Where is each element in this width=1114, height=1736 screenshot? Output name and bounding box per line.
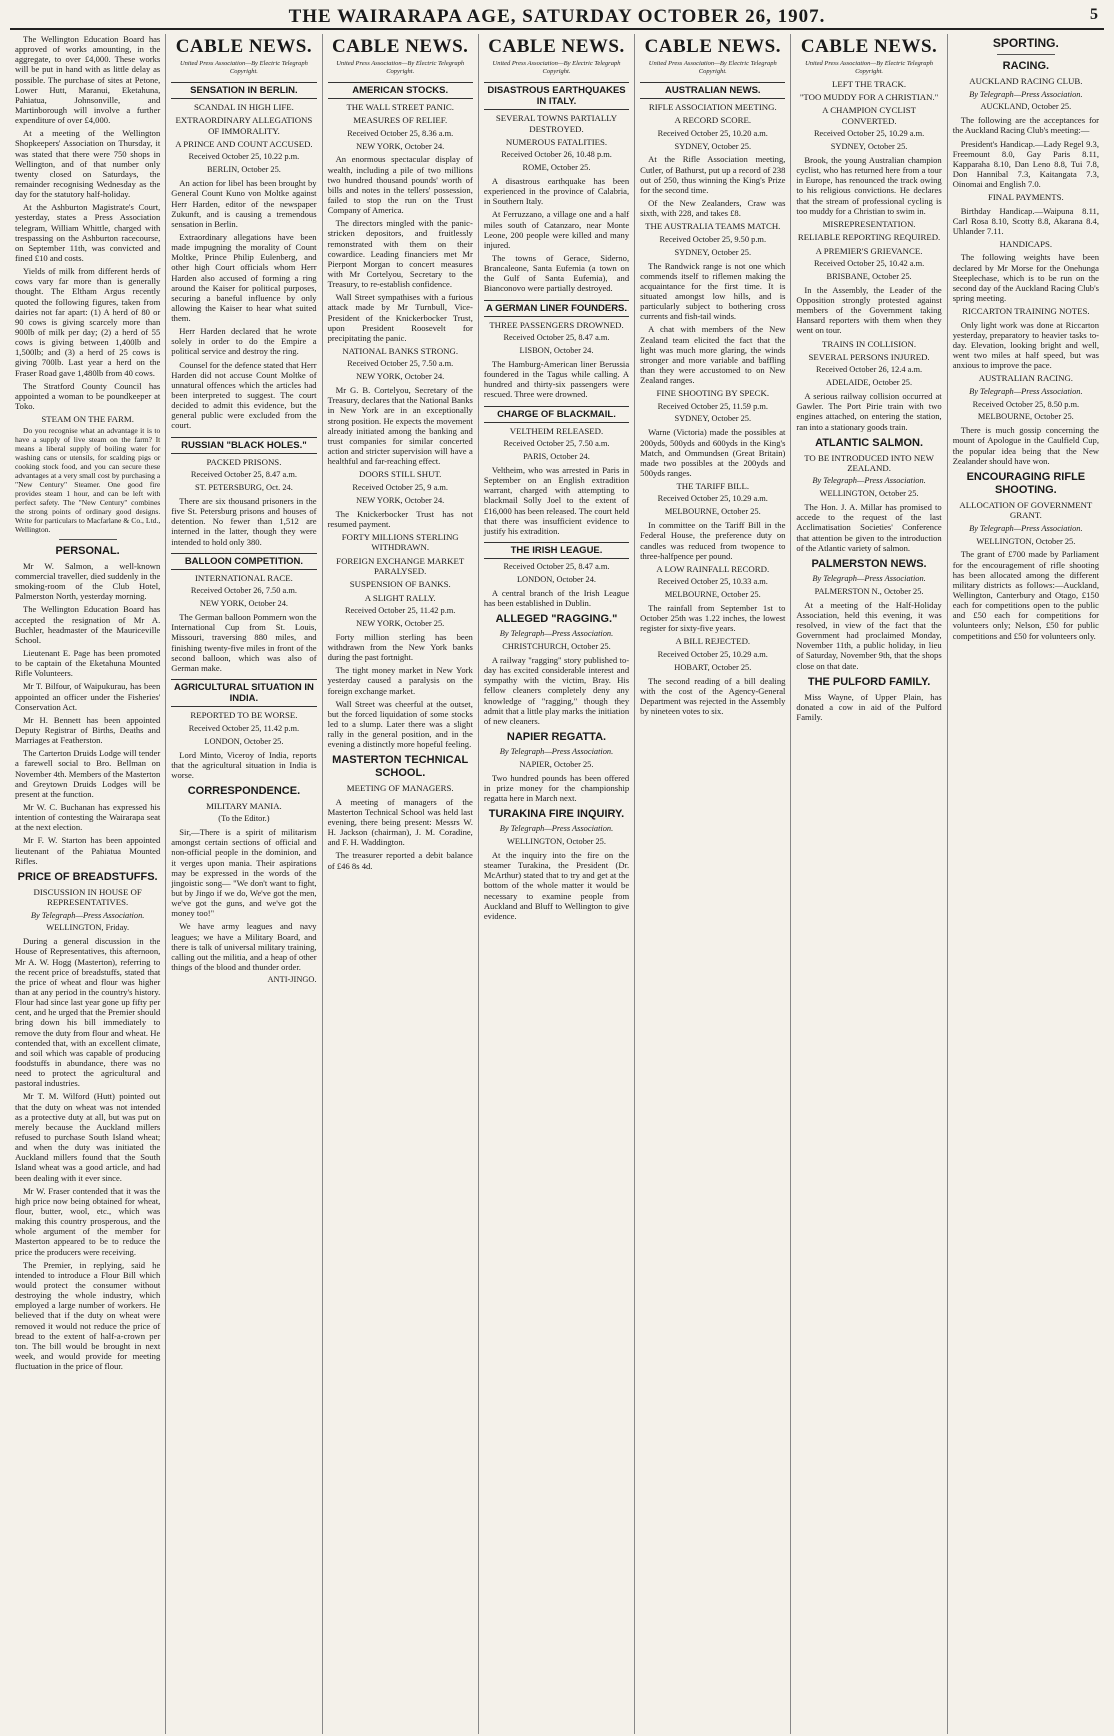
byline: By Telegraph—Press Association. <box>812 476 926 486</box>
paragraph: The towns of Gerace, Siderno, Brancaleone, Santa Eufemia (a town on the Gulf of Santa Eufemia), and Bianconovo were partially destroyed. <box>483 253 630 294</box>
dateline: BRISBANE, October 25. <box>826 271 912 281</box>
dateline: MELBOURNE, October 25. <box>664 590 761 600</box>
column-1 <box>10 34 166 1734</box>
dateline: WELLINGTON, October 25. <box>819 489 919 499</box>
received-line: Received October 25, 9 a.m. <box>352 482 448 492</box>
paragraph: An enormous spectacular display of wealth, including a pile of two millions two hundred thousand pounds' worth of bills and notes in the tellers' possession, failed to stop the run on the Trust Company of America. <box>327 154 473 216</box>
paragraph: Counsel for the defence stated that Herr Harden did not accuse Count Moltke of unnatural offences which the articles had been interpreted to suggest. The court decided to admit this evidence, but the general public were excluded from the court. <box>171 359 317 431</box>
dateline: NEW YORK, October 25. <box>356 618 445 628</box>
columns <box>10 34 1104 1734</box>
paragraph: In the Assembly, the Leader of the Opposition strongly protested against members of the Government taking Hansard reporters with them when they went on tour. <box>796 284 942 336</box>
paragraph: At a meeting of the Half-Holiday Association, held this evening, it was resolved, in view of the fact that the Government had proclaimed Monday, November 11th, a public holiday, in lieu of Saturday, November 9th, that the shops close on that date. <box>796 599 942 671</box>
paragraph: An action for libel has been brought by General Count Kuno von Moltke against Herr Harden, editor of the newspaper Zukunft, and is causing a tremendous sensation in Berlin. <box>171 178 317 229</box>
paragraph: Veltheim, who was arrested in Paris in September on an English extradition warrant, charged with attempting to blackmail Solly Joel to the extent of £16,000 has been released. The court held that there was insufficient evidence to justify his extradition. <box>483 464 630 536</box>
dateline: LONDON, October 25. <box>204 736 284 746</box>
subheading: A RECORD SCORE. <box>674 115 752 126</box>
subheading: NUMEROUS FATALITIES. <box>505 136 608 147</box>
subheading: HANDICAPS. <box>999 239 1053 250</box>
cable-news-banner: CABLE NEWS. <box>175 36 313 57</box>
dateline: WELLINGTON, October 25. <box>976 536 1076 546</box>
subheading: MILITARY MANIA. <box>206 800 282 811</box>
paragraph: At Ferruzzano, a village one and a half miles south of Catanzaro, near Monte Leone, 200 people were killed and many injured. <box>483 209 630 250</box>
section-heading-napier: NAPIER REGATTA. <box>506 731 607 743</box>
dateline: NEW YORK, October 24. <box>356 495 445 505</box>
subheading: MEASURES OF RELIEF. <box>353 115 448 126</box>
paragraph: The treasurer reported a debit balance of £46 8s 4d. <box>327 850 473 871</box>
paragraph: The Carterton Druids Lodge will tender a farewell social to Bro. Bellman on November 4th. Members of the Masterton and Greytown Druids Lodges will be present at the function. <box>15 748 161 799</box>
subheading: A LOW RAINFALL RECORD. <box>656 563 770 574</box>
paragraph: The following are the acceptances for the Auckland Racing Club's meeting:— <box>952 115 1099 136</box>
paragraph: Lord Minto, Viceroy of India, reports that the agricultural situation in India is worse. <box>171 749 317 780</box>
subheading: FINE SHOOTING BY SPECK. <box>656 388 770 399</box>
dateline: LONDON, October 24. <box>516 575 597 585</box>
cable-news-banner: CABLE NEWS. <box>644 36 781 57</box>
subheading: THE AUSTRALIA TEAMS MATCH. <box>645 221 781 232</box>
subheading: ALLOCATION OF GOVERNMENT GRANT. <box>959 499 1093 521</box>
received-line: Received October 25, 8.47 a.m. <box>503 333 610 343</box>
received-line: Received October 25, 11.59 p.m. <box>657 401 768 411</box>
article-heading: BALLOON COMPETITION. <box>171 553 316 570</box>
dateline: SYDNEY, October 25. <box>830 142 908 152</box>
column-7 <box>948 34 1104 1734</box>
paragraph: The Randwick range is not one which commends itself to riflemen making the acquaintance for the first time. It is situated amongst low hills, and is particularly subject to bothering cross currents and fish-tail winds. <box>640 260 786 322</box>
article-heading: THE IRISH LEAGUE. <box>484 542 629 559</box>
paragraph: Of the New Zealanders, Craw was sixth, with 228, and takes £8. <box>640 198 786 219</box>
received-line: Received October 25, 10.29 a.m. <box>657 649 768 659</box>
section-heading-correspondence: CORRESPONDENCE. <box>187 784 301 797</box>
paragraph: At the inquiry into the fire on the steamer Turakina, the President (Dr. McArthur) stated that to try and get at the bottom of the whole matter it would be necessary to examine people from Auckland and Bluff to Wellington to give evidence. <box>483 849 630 921</box>
article-heading: SENSATION IN BERLIN. <box>171 82 316 99</box>
dateline: MELBOURNE, October 25. <box>977 412 1074 422</box>
paragraph: We have army leagues and navy leagues; we have a Military Board, and there is talk of universal military training, calling out the militia, and a heap of other things of the blood and thunder order. <box>171 921 317 973</box>
paragraph: The German balloon Pommern won the International Cup from St. Louis, Missouri, traversing 880 miles, and finishing twenty-five miles in front of the second balloon, which was also of German make. <box>171 612 317 673</box>
paragraph: A chat with members of the New Zealand team elicited the fact that the light was much more glaring, the winds stronger and more variable and baffling than they were accustomed to on New Zealand ranges. <box>640 324 786 386</box>
dateline: HOBART, October 25. <box>674 662 752 672</box>
subheading: DISCUSSION IN HOUSE OF REPRESENTATIVES. <box>33 886 142 908</box>
paragraph: The Stratford County Council has appointed a woman to be poundkeeper at Toko. <box>15 380 161 411</box>
dateline: LISBON, October 24. <box>519 346 594 356</box>
byline: By Telegraph—Press Association. <box>499 746 614 756</box>
column-5 <box>635 34 791 1734</box>
paragraph: There is much gossip concerning the mount of Apologue in the Caulfield Cup, the popular idea being that the New Zealander should have won. <box>952 425 1099 466</box>
section-heading-breadstuffs: PRICE OF BREADSTUFFS. <box>17 870 158 883</box>
paragraph: There are six thousand prisoners in the five St. Petersburg prisons and houses of detention. No fewer than 1,512 are interned in the latter, though they were intended to hold only 380. <box>171 496 317 547</box>
dateline: PALMERSTON N., October 25. <box>814 586 924 596</box>
masthead-title: THE WAIRARAPA AGE, SATURDAY OCTOBER 26, 1907. <box>288 6 826 27</box>
dateline: ADELAIDE, October 25. <box>826 378 913 388</box>
paragraph: Lieutenant E. Page has been promoted to be captain of the Eketahuna Mounted Rifle Volunteers. <box>15 647 161 679</box>
subheading: REPORTED TO BE WORSE. <box>190 710 298 721</box>
received-line: Received October 25, 8.50 p.m. <box>972 399 1080 409</box>
subheading: A PRINCE AND COUNT ACCUSED. <box>175 139 313 150</box>
subheading: MISREPRESENTATION. <box>822 218 916 229</box>
dateline: ST. PETERSBURG, Oct. 24. <box>195 483 293 493</box>
paragraph: Yields of milk from different herds of cows vary far more than is generally thought. The Eltham Argus recently quoted the following figures, taken from dairies not far apart: (1) A herd of 80 or 90 cows is giving scarcely more than 900lb of milk per day; (2) a herd of 55 cows is giving between 1,400lb and 1,500lb; and (3) a herd of 25 cows is giving 700lb. Last year a herd on the Fraser Road gave 1,480lb from 40 cows. <box>15 266 161 378</box>
received-line: Received October 25, 10.29 a.m. <box>657 494 768 504</box>
received-line: Received October 25, 11.42 p.m. <box>345 606 456 616</box>
to-editor-line: (To the Editor.) <box>218 814 270 824</box>
byline: By Telegraph—Press Association. <box>969 386 1083 396</box>
dateline: NEW YORK, October 24. <box>356 141 445 151</box>
byline: By Telegraph—Press Association. <box>30 910 145 920</box>
subheading: AUSTRALIAN RACING. <box>978 373 1074 384</box>
subheading: A SLIGHT RALLY. <box>364 592 436 603</box>
dateline: MELBOURNE, October 25. <box>664 507 761 517</box>
paragraph: Wall Street was cheerful at the outset, but the forced liquidation of some stocks led to a slump. Later there was a slight rally in the general position, and in the evening a distinctly more hopeful feeling. <box>327 698 473 750</box>
paragraph: Warne (Victoria) made the possibles at 200yds, 500yds and 600yds in the King's Match, and Ommundsen (Great Britain) made two possibles at the 200yds and 500yds ranges. <box>640 427 786 478</box>
paragraph: The tight money market in New York yesterday caused a paralysis on the foreign exchange market. <box>327 665 473 696</box>
paragraph: Mr T. Bilfour, of Waipukurau, has been appointed an officer under the Fisheries' Conservation Act. <box>15 681 161 712</box>
subheading: FOREIGN EXCHANGE MARKET PARALYSED. <box>336 555 465 576</box>
paragraph: Extraordinary allegations have been made impugning the morality of Count Moltke, Prince Philip Eulenberg, and other high Court officials whom Herr Harden also accused of forming a ring around the Kaiser for political purposes, securing a baneful influence by only allowing the Kaiser to hear what suited them. <box>171 231 317 324</box>
section-heading-turakina: TURAKINA FIRE INQUIRY. <box>488 808 625 821</box>
received-line: Received October 25, 10.29 a.m. <box>813 129 925 139</box>
dateline: SYDNEY, October 25. <box>674 141 752 151</box>
subheading: VELTHEIM RELEASED. <box>509 425 604 436</box>
received-line: Received October 25, 8.36 a.m. <box>347 128 454 138</box>
dateline: BERLIN, October 25. <box>206 165 281 175</box>
paragraph: A railway "ragging" story published to-day has excited considerable interest and sympathy with the victim, Bray. His fellow cleaners completely deny any knowledge of "ragging," though they admit that a little play marks the initiation of new cleaners. <box>483 655 630 726</box>
paragraph: A serious railway collision occurred at Gawler. The Port Pirie train with two engines attached, on entering the station, ran into a stationary goods train. <box>796 391 942 432</box>
paragraph: Birthday Handicap.—Waipuna 8.11, Carl Rosa 8.10, Scotty 8.8, Akarana 8.4, Uhlander 7.11. <box>952 205 1099 236</box>
paragraph: The Knickerbocker Trust has not resumed payment. <box>327 508 473 529</box>
subheading: "TOO MUDDY FOR A CHRISTIAN." <box>799 92 939 103</box>
subheading: LEFT THE TRACK. <box>832 78 907 89</box>
dateline: SYDNEY, October 25. <box>674 414 752 424</box>
section-heading-salmon: ATLANTIC SALMON. <box>815 436 924 449</box>
paragraph: The following weights have been declared by Mr Morse for the Onehunga Steeplechase, which is to be run on the second day of the Auckland Racing Club's spring meeting. <box>952 252 1099 304</box>
article-heading: RUSSIAN "BLACK HOLES." <box>171 437 316 454</box>
subheading: RELIABLE REPORTING REQUIRED. <box>797 232 941 243</box>
subheading: A PREMIER'S GRIEVANCE. <box>815 245 923 256</box>
subheading: RICCARTON TRAINING NOTES. <box>962 306 1090 317</box>
subheading: SCANDAL IN HIGH LIFE. <box>193 101 294 112</box>
paragraph: Miss Wayne, of Upper Plain, has donated a cow in aid of the Pulford Family. <box>796 691 942 722</box>
article-heading: CHARGE OF BLACKMAIL. <box>484 406 629 423</box>
dateline: NEW YORK, October 24. <box>356 372 445 382</box>
paragraph: A disastrous earthquake has been experienced in the province of Calabria, in Southern Italy. <box>483 176 630 207</box>
paragraph: Sir,—There is a spirit of militarism amongst certain sections of official and non-official people in the dominion, and it verges upon mania. Their aspirations may be expressed in the words of the jingoistic song— "We don't want to fight, but by Jingo if we do, We've got the men, we've got the guns, and we've got the money too!" <box>171 827 317 919</box>
paragraph: The Wellington Education Board has accepted the resignation of Mr A. Buchler, headmaster of the Mauriceville School. <box>15 604 161 645</box>
paragraph: The Premier, in replying, said he intended to introduce a Flour Bill which would protect the consumer without destroying the whole industry, which employed a large number of workers. He believed that if the duty on wheat were removed it would not reduce the price of bread to the extent of half-a-crown per ton. The bill would be brought in next week, and would provide for meeting fluctuation in the price of flour. <box>15 1259 161 1372</box>
received-line: Received October 25, 8.47 a.m. <box>190 470 297 480</box>
letter-signature: ANTI-JINGO. <box>267 975 317 985</box>
byline: By Telegraph—Press Association. <box>499 629 614 639</box>
paragraph: During a general discussion in the House of Representatives, this afternoon, Mr A. W. Hogg (Masterton), referring to the recent price of breadstuffs, stated that the price of wheat and flour was higher than at any period in the country's history. Flour had since last year gone up fifty per cent, and he urged that the Premier should bring down his bill immediately to remove the duty from flour and wheat. He contended that, with an excellent climate, and soil which was capable of producing foodstuffs in abundance, there was no need to protect the agricultural and pastoral industries. <box>15 936 161 1089</box>
dateline: WELLINGTON, October 25. <box>507 837 606 847</box>
dateline: PARIS, October 24. <box>523 452 590 462</box>
received-line: Received October 25, 10.22 p.m. <box>188 152 300 162</box>
subheading: FINAL PAYMENTS. <box>987 192 1064 203</box>
subheading: SUSPENSION OF BANKS. <box>349 579 451 590</box>
article-heading: DISASTROUS EARTHQUAKES IN ITALY. <box>484 82 629 110</box>
advert-heading: STEAM ON THE FARM. <box>41 414 134 425</box>
paragraph: The rainfall from September 1st to October 25th was 1.22 inches, the lowest register for sixty-five years. <box>640 603 786 634</box>
dateline: CHRISTCHURCH, October 25. <box>502 642 611 652</box>
received-line: Received October 25, 8.47 a.m. <box>503 562 610 572</box>
paragraph: Forty million sterling has been withdrawn from the New York banks during the past fortnight. <box>327 631 473 663</box>
subheading: THREE PASSENGERS DROWNED. <box>489 319 624 330</box>
paragraph: At a meeting of the Wellington Shopkeepers' Association on Thursday, it was stated that there were 750 shops in Wellington, and of that number only twenty closed on Saturdays, the remainder recognising Wednesday as the day for the statutory half-holiday. <box>15 128 161 200</box>
subheading: MEETING OF MANAGERS. <box>346 783 454 794</box>
paragraph: Wall Street sympathises with a furious attack made by Mr Turnbull, Vice-President of the Knickerbocker Trust, upon President Roosevelt for precipitating the panic. <box>327 292 473 343</box>
received-line: Received October 26, 7.50 a.m. <box>190 586 297 596</box>
paragraph: Mr H. Bennett has been appointed Deputy Registrar of Births, Deaths and Marriages at Featherston. <box>15 714 161 746</box>
section-heading-pulford: THE PULFORD FAMILY. <box>807 675 931 688</box>
received-line: Received October 25, 10.20 a.m. <box>657 128 768 138</box>
page-number: 5 <box>1090 6 1098 23</box>
cable-news-banner: CABLE NEWS. <box>331 36 469 57</box>
paragraph: In committee on the Tariff Bill in the Federal House, the preference duty on candles was reduced from twopence to three-halfpence per pound. <box>640 520 786 561</box>
section-heading-personal: PERSONAL. <box>55 544 120 557</box>
dateline: SYDNEY, October 25. <box>674 247 752 257</box>
cable-news-banner: CABLE NEWS. <box>800 36 938 57</box>
column-4 <box>479 34 635 1734</box>
byline: By Telegraph—Press Association. <box>812 573 926 583</box>
article-heading: AMERICAN STOCKS. <box>328 82 473 99</box>
credit-line: United Press Association—By Electric Telegraph Copyright. <box>648 60 777 76</box>
received-line: Received October 25, 10.42 a.m. <box>813 259 925 268</box>
paragraph: The Hamburg-American liner Berussia foundered in the Tagus while calling. A hundred and thirty-six passengers were rescued. Three were drowned. <box>483 359 630 400</box>
received-line: Received October 25, 7.50 a.m. <box>347 359 454 369</box>
paragraph: Mr W. Salmon, a well-known commercial traveller, died suddenly in the smoking-room of the Club Hotel, Palmerston North, yesterday morning. <box>15 560 161 602</box>
sporting-heading: SPORTING. <box>992 36 1059 50</box>
byline: By Telegraph—Press Association. <box>969 523 1083 533</box>
paragraph: Herr Harden declared that he wrote solely in order to do the Empire a political service and destroy the ring. <box>171 326 317 357</box>
article-heading: A GERMAN LINER FOUNDERS. <box>484 300 629 317</box>
masthead <box>10 6 1104 30</box>
divider <box>997 54 1056 55</box>
paragraph: Two hundred pounds has been offered in prize money for the championship regatta here in March next. <box>483 772 630 804</box>
subheading: RIFLE ASSOCIATION MEETING. <box>648 101 777 112</box>
paragraph: The Hon. J. A. Millar has promised to accede to the request of the last Acclimatisation Societies' Conference that attention be given to the introduction of the Atlantic variety of salmon. <box>796 502 942 553</box>
paragraph: At the Rifle Association meeting, Cutler, of Bathurst, put up a record of 238 out of 250, thus winning the King's Prize for the second time. <box>640 154 786 195</box>
subheading: THE WALL STREET PANIC. <box>346 101 454 112</box>
paragraph: The second reading of a bill dealing with the cost of the Agency-General Department was rejected in the Assembly by nineteen votes to six. <box>640 675 786 717</box>
subheading: A CHAMPION CYCLIST CONVERTED. <box>822 105 916 126</box>
divider <box>59 539 117 540</box>
subheading: INTERNATIONAL RACE. <box>194 572 293 583</box>
paragraph: President's Handicap.—Lady Regel 9.3, Freemount 8.0, Gay Paris 8.11, Kapparaha 8.10, Dan Leno 8.8, Tui 7.8, Don Hannibal 7.3, Kaitangata 7.3, Oinomai and English 7.0. <box>952 138 1099 190</box>
paragraph: Only light work was done at Riccarton yesterday, preparatory to heavier tasks to-day. Elevation, looking bright and well, went two miles at half speed, but was anxious to improve the pace. <box>952 319 1099 371</box>
paragraph: Brook, the young Australian champion cyclist, who has returned here from a tour in Europe, has renounced the track owing to his religious convictions. He declares that the stream of professional cycling is too muddy for a Christian to swim in. <box>796 155 942 216</box>
subheading: SEVERAL TOWNS PARTIALLY DESTROYED. <box>495 113 618 134</box>
paragraph: Mr F. W. Starton has been appointed lieutenant of the Pahiatua Mounted Rifles. <box>15 835 161 866</box>
section-heading-rifle: ENCOURAGING RIFLE SHOOTING. <box>966 470 1086 496</box>
paragraph: The Wellington Education Board has approved of works amounting, in the aggregate, to over £4,000. These works will be put in hand with as little delay as possible. The purchase of sites at Petone, Lower Hutt, Maranui, Eketahuna, Pahiatua, Johnsonville, and Martinborough will involve a further expenditure of over £4,000. <box>15 34 161 126</box>
paragraph: Mr T. M. Wilford (Hutt) pointed out that the duty on wheat was not intended as a protective duty at all, but was put on merely because the Auckland millers refused to purchase South Island wheat; and when the duty was initiated the Auckland millers found that the South Island wheat was a good article, and had been dealing with it ever since. <box>15 1091 161 1183</box>
paragraph: The grant of £700 made by Parliament for the encouragement of rifle shooting has been allocated among the different military districts as follows:—Auckland, Wellington, Canterbury and Otago, £150 each for competitions open to the public and £50 each for competitions for volunteers only; Nelson, £50 for public competitions and £50 for volunteers only. <box>952 549 1099 641</box>
dateline: NAPIER, October 25. <box>519 759 594 769</box>
racing-heading: RACING. <box>1002 60 1050 73</box>
subheading: NATIONAL BANKS STRONG. <box>342 346 459 357</box>
dateline: NEW YORK, October 24. <box>199 599 288 609</box>
paragraph: A central branch of the Irish League has been established in Dublin. <box>483 587 630 609</box>
byline: By Telegraph—Press Association. <box>969 89 1083 99</box>
subheading: PACKED PRISONS. <box>206 456 282 467</box>
section-heading-ragging: ALLEGED "RAGGING." <box>495 613 618 626</box>
paragraph: The directors mingled with the panic-stricken depositors, and fruitlessly remonstrated with them on their cowardice. Leading financiers met Mr Pierpont Morgan to concert measures with Mr Cortelyou, Secretary to the Treasury, to re-establish confidence. <box>327 218 473 290</box>
paragraph: At the Ashburton Magistrate's Court, yesterday, states a Press Association telegram, William Whittle, charged with trespassing on the Ashburton racecourse, on September 11th, was convicted and fined £10 and costs. <box>15 202 161 263</box>
subheading: DOORS STILL SHUT. <box>359 469 442 480</box>
dateline: AUCKLAND, October 25. <box>980 102 1072 112</box>
subheading: FORTY MILLIONS STERLING WITHDRAWN. <box>341 531 459 553</box>
subheading: SEVERAL PERSONS INJURED. <box>808 351 930 362</box>
section-heading-palmerston: PALMERSTON NEWS. <box>811 557 927 570</box>
credit-line: United Press Association—By Electric Telegraph Copyright. <box>179 60 308 76</box>
subheading: AUCKLAND RACING CLUB. <box>969 76 1083 87</box>
section-heading-technical-school: MASTERTON TECHNICAL SCHOOL. <box>332 754 469 780</box>
received-line: Received October 25, 9.50 p.m. <box>659 234 767 244</box>
subheading: TO BE INTRODUCED INTO NEW ZEALAND. <box>804 452 934 473</box>
paragraph: Mr W. C. Buchanan has expressed his intention of contesting the Wairarapa seat at the next election. <box>15 801 161 833</box>
subheading: TRAINS IN COLLISION. <box>822 338 917 349</box>
column-6 <box>791 34 947 1734</box>
credit-line: United Press Association—By Electric Telegraph Copyright. <box>805 60 934 76</box>
byline: By Telegraph—Press Association. <box>499 824 614 834</box>
received-line: Received October 26, 12.4 a.m. <box>816 365 923 375</box>
column-3 <box>323 34 479 1734</box>
credit-line: United Press Association—By Electric Telegraph Copyright. <box>492 60 621 76</box>
received-line: Received October 26, 10.48 p.m. <box>501 150 612 160</box>
received-line: Received October 25, 7.50 a.m. <box>503 439 610 449</box>
dateline: WELLINGTON, Friday. <box>46 923 130 933</box>
subheading: EXTRAORDINARY ALLEGATIONS OF IMMORALITY. <box>175 115 313 136</box>
cable-news-banner: CABLE NEWS. <box>488 36 625 57</box>
received-line: Received October 25, 11.42 p.m. <box>188 723 300 733</box>
paragraph: Mr W. Fraser contended that it was the high price now being obtained for wheat, flour, butter, wool, etc., which was making this country prosperous, and the whole argument of the member for Masterton appeared to be to reduce the price the producers were receiving. <box>15 1185 161 1257</box>
paragraph: A meeting of managers of the Masterton Technical School was held last evening, there being present: Messrs W. H. Jackson (chairman), J. M. Coradine, and F. H. Waddington. <box>327 796 473 848</box>
article-heading: AUSTRALIAN NEWS. <box>640 82 785 99</box>
dateline: ROME, October 25. <box>522 163 591 173</box>
column-2 <box>166 34 322 1734</box>
received-line: Received October 25, 10.33 a.m. <box>657 577 768 587</box>
credit-line: United Press Association—By Electric Telegraph Copyright. <box>336 60 465 76</box>
article-heading: AGRICULTURAL SITUATION IN INDIA. <box>171 679 316 707</box>
advert-text: Do you recognise what an advantage it is to have a supply of live steam on the farm? It means a liberal supply of boiling water for washing cans or utensils, for scalding pigs or cooking stock food, and you can secure these advantages at a very small cost by purchasing a "New Century" Steamer. One good fire provides steam 1 hour, and can be left with perfect safety. The "New Century" combines the strong points of ordinary good designs. Write for particulars to Macfarlane & Co., Ltd., Wellington. <box>15 426 161 534</box>
subheading: THE TARIFF BILL. <box>676 481 750 492</box>
paragraph: Mr G. B. Cortelyou, Secretary of the Treasury, declares that the National Banks in New York are in an exceptionally strong position. He expects the movement already initiated among the banking and trust companies for similar concerted action and stricter supervision will have a healthful and far-reaching effect. <box>327 385 473 467</box>
subheading: A BILL REJECTED. <box>675 636 751 647</box>
